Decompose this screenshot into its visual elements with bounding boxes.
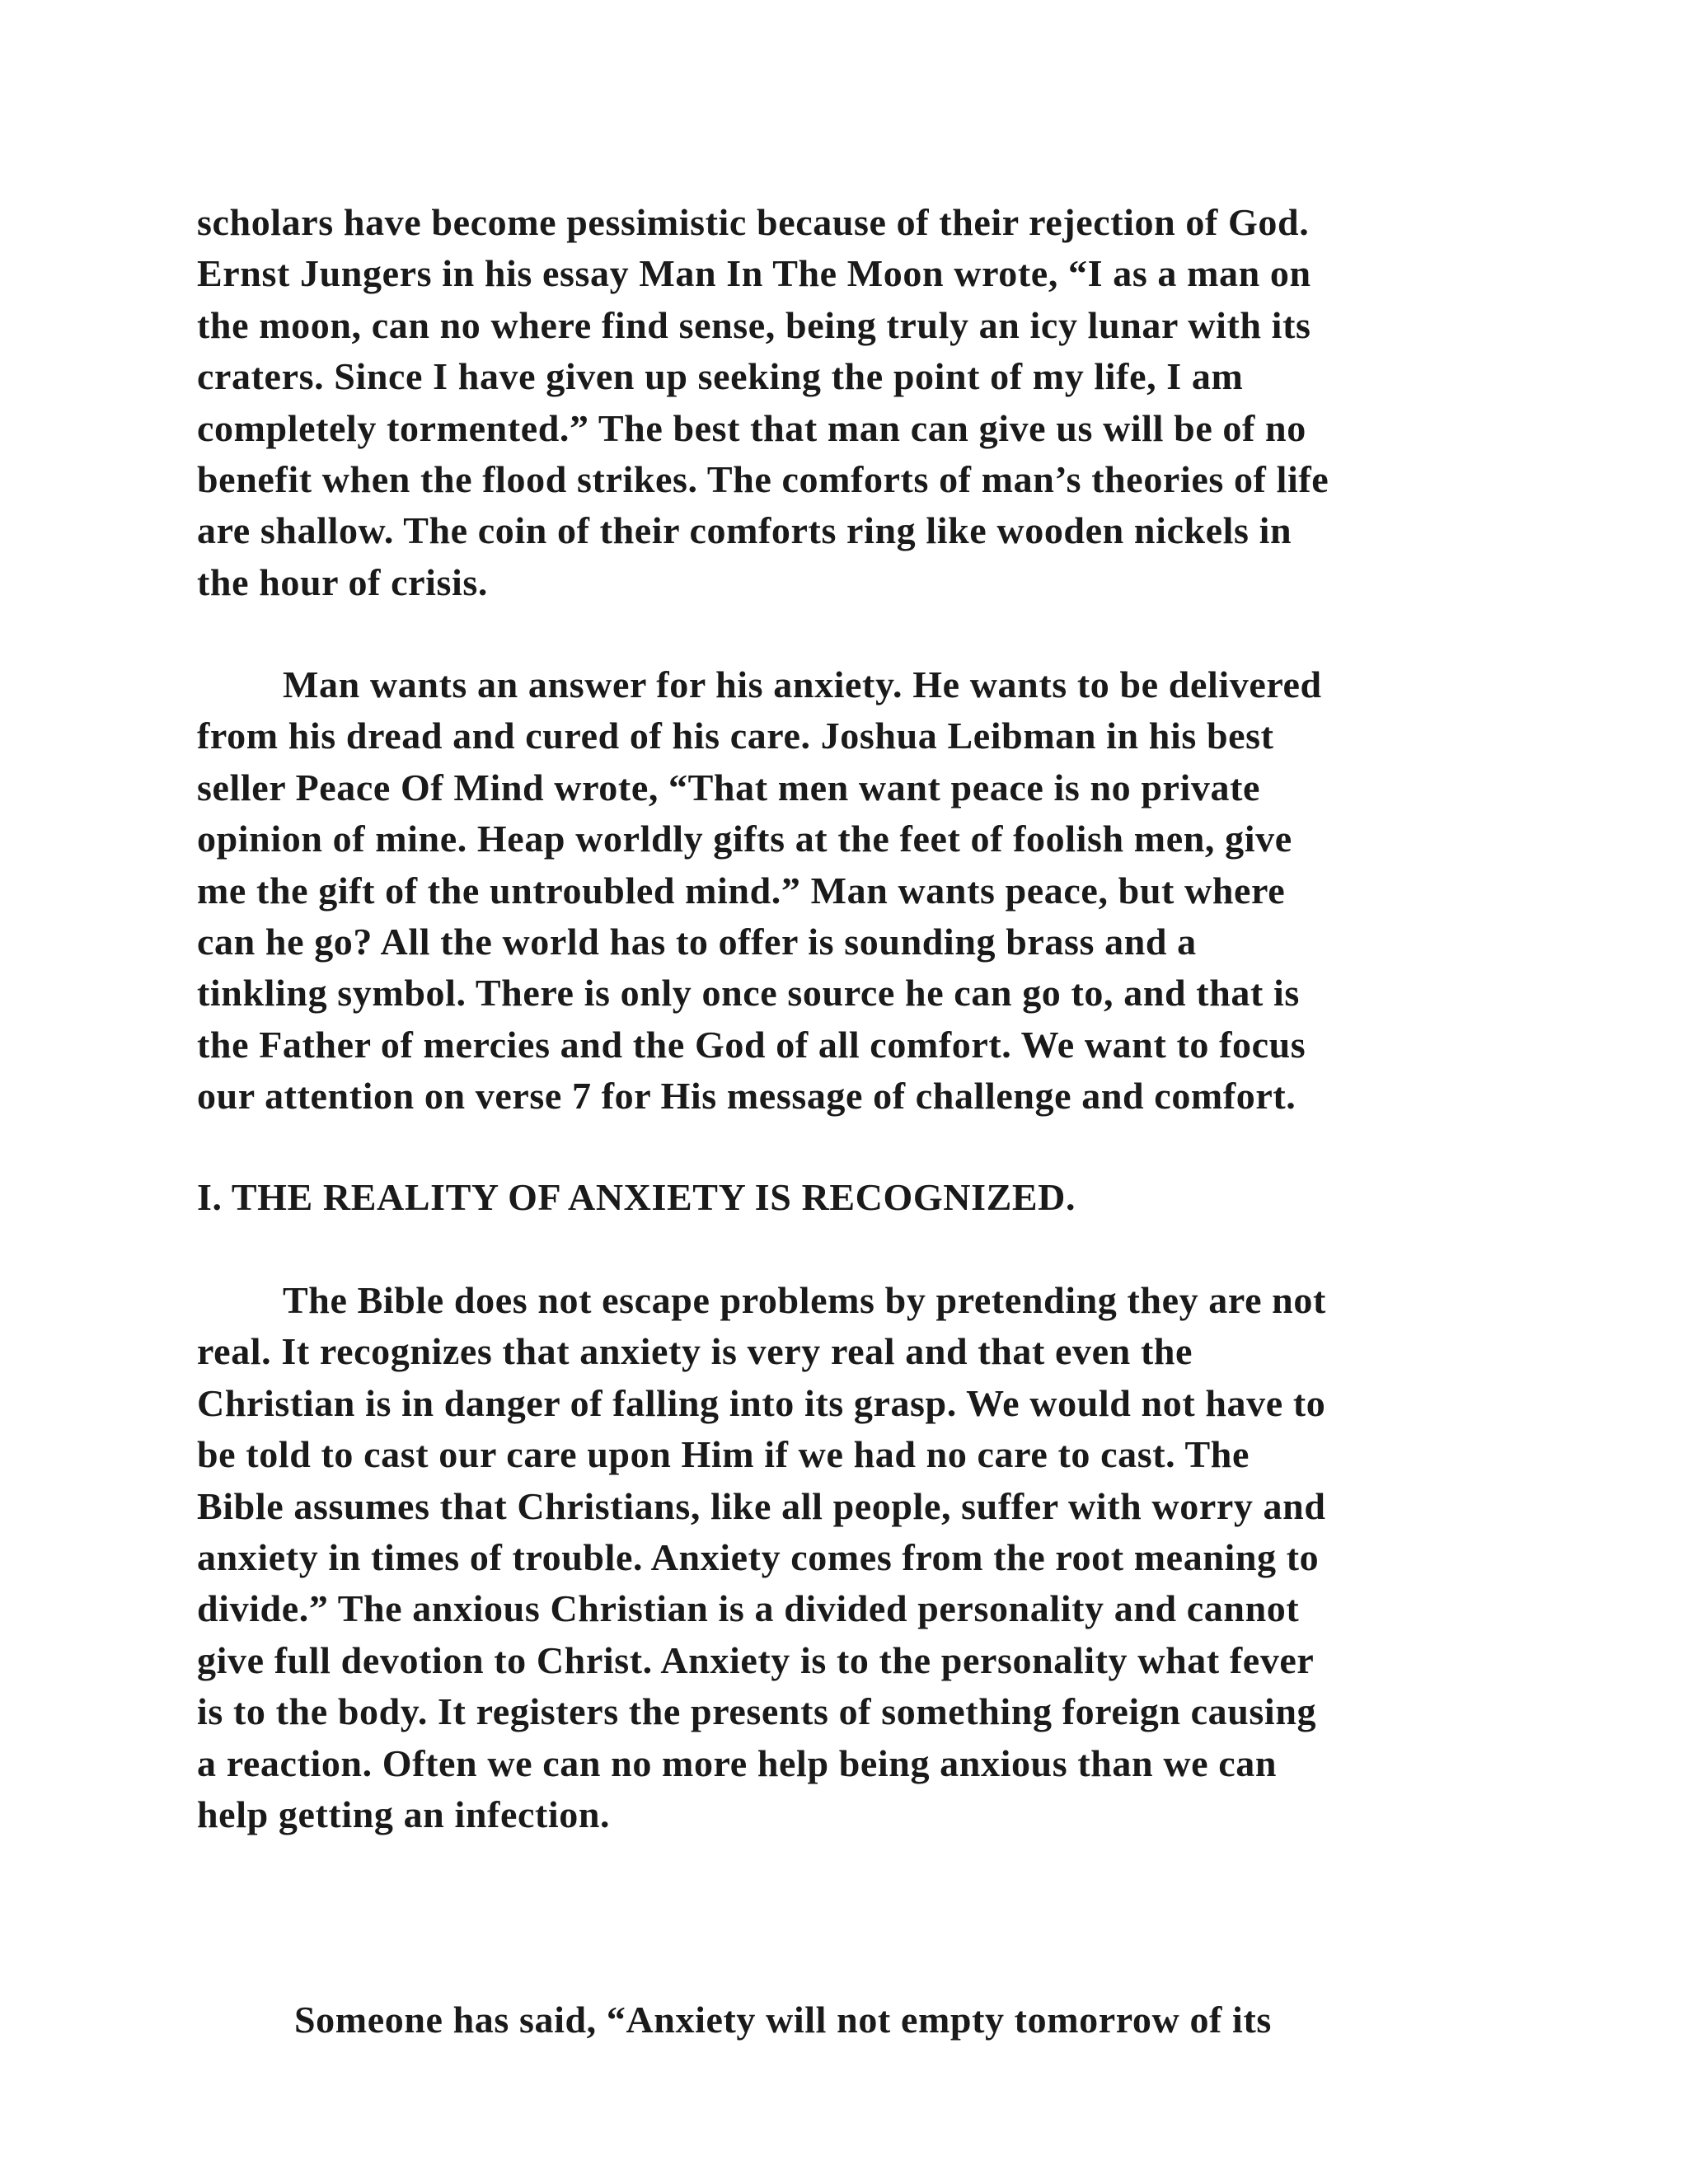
text-line: help getting an infection. (197, 1793, 611, 1836)
text-line: is to the body. It registers the presents of something foreign causing (197, 1690, 1317, 1733)
paragraph-scholars-pessimistic (197, 197, 1516, 608)
text-line: a reaction. Often we can no more help being anxious than we can (197, 1741, 1278, 1784)
text-line: be told to cast our care upon Him if we had no care to cast. The (197, 1433, 1250, 1476)
text-line: the Father of mercies and the God of all comfort. We want to focus (197, 1023, 1306, 1066)
text-line: Man wants an answer for his anxiety. He wants to be delivered (283, 663, 1322, 705)
text-line: real. It recognizes that anxiety is very real and that even the (197, 1330, 1193, 1373)
text-line: me the gift of the untroubled mind.” Man wants peace, but where (197, 869, 1286, 912)
text-line: benefit when the flood strikes. The comforts of man’s theories of life (197, 458, 1329, 501)
text-line: seller Peace Of Mind wrote, “That men want peace is no private (197, 766, 1261, 808)
text-line: opinion of mine. Heap worldly gifts at the feet of foolish men, give (197, 818, 1292, 860)
text-line: Christian is in danger of falling into its grasp. We would not have to (197, 1381, 1326, 1424)
text-line: give full devotion to Christ. Anxiety is to the personality what fever (197, 1638, 1315, 1681)
text-line: completely tormented.” The best that man can give us will be of no (197, 406, 1306, 449)
text-line: The Bible does not escape problems by pretending they are not (283, 1279, 1326, 1321)
text-line: anxiety in times of trouble. Anxiety comes from the root meaning to (197, 1536, 1320, 1579)
section-heading-text: I. THE REALITY OF ANXIETY IS RECOGNIZED. (197, 1176, 1076, 1218)
text-line: Ernst Jungers in his essay Man In The Moon wrote, “I as a man on (197, 252, 1311, 295)
paragraph-someone-has-said (197, 1994, 1516, 2046)
text-line: the hour of crisis. (197, 560, 488, 603)
text-line: divide.” The anxious Christian is a divided personality and cannot (197, 1587, 1300, 1630)
paragraph-man-wants-answer (197, 659, 1516, 1122)
text-line: from his dread and cured of his care. Joshua Leibman in his best (197, 715, 1274, 757)
section-heading (197, 1172, 1516, 1223)
text-line: tinkling symbol. There is only once source he can go to, and that is (197, 972, 1300, 1015)
text-line: Someone has said, “Anxiety will not empty tomorrow of its (294, 1999, 1272, 2041)
text-line: scholars have become pessimistic because of their rejection of God. (197, 201, 1310, 243)
text-line: Bible assumes that Christians, like all people, suffer with worry and (197, 1484, 1326, 1527)
paragraph-bible-anxiety (197, 1275, 1516, 1840)
text-line: the moon, can no where find sense, being truly an icy lunar with its (197, 303, 1311, 346)
text-line: craters. Since I have given up seeking the point of my life, I am (197, 355, 1244, 398)
text-line: can he go? All the world has to offer is sounding brass and a (197, 921, 1197, 963)
text-line: are shallow. The coin of their comforts ring like wooden nickels in (197, 509, 1292, 552)
text-line: our attention on verse 7 for His message of challenge and comfort. (197, 1075, 1296, 1118)
